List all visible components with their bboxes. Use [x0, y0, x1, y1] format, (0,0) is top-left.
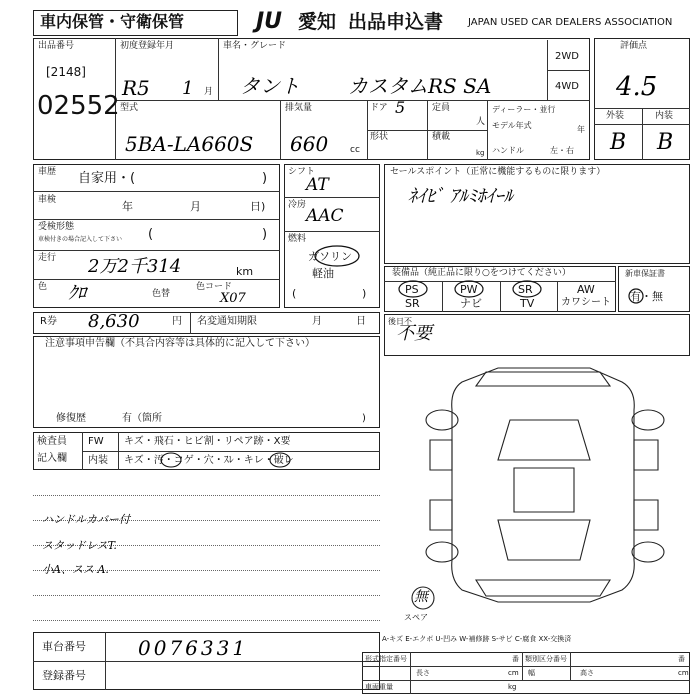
dealer-label: ディーラー・並行 — [492, 105, 556, 114]
mileage-value: 2万2千314 — [88, 256, 182, 277]
notice-day: 日 — [356, 316, 366, 327]
inspection-month: 月 — [190, 200, 201, 213]
lot-number: 02552 — [37, 91, 120, 121]
car-diagram — [0, 0, 1, 1]
load-label: 積載 — [432, 132, 451, 142]
equip-tv: TV — [520, 297, 535, 310]
repair-value: 有（箇所 — [122, 413, 162, 424]
after-label: 後日不 — [388, 317, 412, 326]
car-name-label: 車名・グレード — [223, 41, 287, 51]
registration-number-label: 登録番号 — [42, 669, 86, 682]
equip-sr-top: SR — [518, 283, 533, 296]
note-line-2: スタッドレスT. — [42, 539, 117, 552]
ju-logo: JU — [256, 9, 283, 34]
inspector-label-1: 検査員 — [37, 436, 67, 447]
equip-navi: ナビ — [460, 297, 482, 310]
repair-label: 修復歴 — [56, 413, 86, 424]
mileage-unit: km — [236, 265, 254, 278]
reception-close: ) — [262, 227, 268, 242]
doors-value: 5 — [395, 98, 406, 117]
fuel-label: 燃料 — [288, 234, 307, 244]
registration-month: 1 — [182, 78, 194, 99]
length-unit: cm — [508, 669, 519, 677]
mileage-label: 走行 — [38, 253, 57, 263]
color-value: ｸﾛ — [68, 283, 86, 304]
height-unit: cm — [678, 669, 689, 677]
recycle-label: R券 — [40, 316, 57, 327]
displacement-unit: cc — [350, 145, 360, 155]
sales-point-label: セールスポイント（正常に機能するものに限ります） — [390, 167, 606, 177]
history-label: 車歴 — [38, 167, 57, 177]
category-label: 類別区分番号 — [525, 655, 567, 663]
ac-value: AAC — [306, 206, 344, 226]
diagram-legend: A-キズ E-エクボ U-凹み W-補修跡 S-サビ C-腐食 XX-交換済 — [382, 635, 572, 643]
lot-sub: [2148] — [46, 65, 86, 79]
model-year-unit: 年 — [577, 125, 585, 134]
warranty-label: 新車保証書 — [625, 269, 665, 278]
color-label: 色 — [38, 282, 48, 292]
registration-label: 初度登録年月 — [120, 41, 175, 51]
spare-label: スペア — [404, 613, 428, 622]
interior-grade: B — [657, 130, 674, 155]
model-code: 5BA-LA660S — [125, 132, 254, 156]
recycle-unit: 円 — [172, 316, 182, 327]
inspection-label: 車検 — [38, 195, 57, 205]
load-unit: kg — [476, 149, 485, 157]
equip-sr: SR — [405, 297, 420, 310]
note-line-3: 小A、スス A. — [42, 563, 109, 576]
reception-open: ( — [148, 227, 154, 242]
equipment-label: 装備品（純正品に限り○をつけてください） — [392, 268, 571, 278]
inspector-fw: FW — [88, 436, 104, 447]
chassis-label: 車台番号 — [42, 640, 86, 653]
history-value: 自家用・( — [78, 171, 136, 186]
inspector-interior-text: キズ・汚・コゲ・穴・ｽﾚ・キレ・破レ — [124, 455, 294, 466]
width-label: 幅 — [528, 669, 535, 677]
exterior-label: 外装 — [606, 111, 625, 121]
after-value: 不要 — [396, 323, 432, 344]
notes-label: 注意事項申告欄（不具合内容等は具体的に記入して下さい） — [45, 338, 315, 349]
equip-aw: AW — [577, 283, 595, 296]
color-change-label: 色替 — [152, 289, 171, 299]
category-unit: 番 — [678, 655, 685, 663]
model-spec-unit: 番 — [512, 655, 519, 663]
handle-options: 左・右 — [550, 146, 574, 155]
spare-mark: 無 — [414, 589, 428, 605]
model-spec-label: 形式指定番号 — [365, 655, 407, 663]
car-grade: カスタムRS SA — [348, 74, 492, 98]
model-year-label: モデル年式 — [492, 121, 532, 130]
fuel-close: ) — [362, 287, 367, 300]
length-label: 長さ — [416, 669, 430, 677]
reception-label: 受検形態 — [38, 222, 75, 232]
capacity-label: 定員 — [432, 103, 451, 113]
interior-label: 内装 — [655, 111, 674, 121]
displacement-label: 排気量 — [285, 103, 313, 113]
warranty-options: 有・無 — [630, 290, 663, 303]
fuel-gasoline: ガソリン — [308, 250, 352, 263]
reception-sub: 車検付きの場合記入して下さい — [38, 236, 123, 243]
sales-point-block — [384, 164, 690, 264]
car-name: タント — [240, 74, 300, 98]
model-label: 型式 — [120, 103, 139, 113]
weight-label: 車両重量 — [365, 683, 393, 691]
association-name: 愛知 — [298, 11, 337, 33]
sales-point-text: ﾈｲﾋﾞ ｱﾙﾐﾎｲｰﾙ — [408, 186, 513, 207]
inspector-interior: 内装 — [88, 455, 108, 466]
registration-month-unit: 月 — [204, 87, 214, 97]
fuel-open: ( — [292, 287, 297, 300]
history-close: ) — [262, 171, 268, 186]
shift-value: AT — [306, 175, 329, 195]
grade-label: 評価点 — [620, 41, 648, 51]
equip-pw: PW — [460, 283, 478, 296]
drive-4wd: 4WD — [555, 81, 579, 92]
grade-score: 4.5 — [616, 72, 658, 102]
inspector-fw-text: キズ・飛石・ヒビ割・リペア跡・X要 — [124, 436, 291, 447]
shift-label: シフト — [288, 167, 316, 177]
inspection-year: 年 — [122, 200, 133, 213]
ac-label: 冷房 — [288, 200, 307, 210]
chassis-number: 0076331 — [138, 636, 249, 660]
inspection-day: 日) — [250, 200, 266, 213]
repair-close: ) — [362, 413, 366, 424]
weight-unit: kg — [508, 683, 517, 691]
capacity-unit: 人 — [476, 117, 486, 127]
inspector-label-2: 記入欄 — [37, 453, 67, 464]
equip-ps: PS — [405, 283, 419, 296]
registration-era: R5 — [122, 76, 150, 100]
color-code-label: 色コード — [196, 282, 233, 292]
shape-label: 形状 — [370, 132, 389, 142]
color-code-value: X07 — [220, 291, 246, 306]
note-line-1: ハンドルカバー付 — [42, 513, 130, 526]
handle-label: ハンドル — [492, 146, 524, 155]
height-label: 高さ — [580, 669, 594, 677]
lot-label: 出品番号 — [38, 41, 75, 51]
equip-leather: カワシート — [561, 297, 611, 308]
drive-2wd: 2WD — [555, 51, 579, 62]
storage-label: 車内保管・守衛保管 — [40, 12, 185, 31]
doors-label: ドア — [370, 103, 388, 113]
notice-month: 月 — [312, 316, 322, 327]
recycle-value: 8,630 — [88, 311, 140, 332]
form-title: 出品申込書 — [348, 11, 444, 33]
displacement-value: 660 — [290, 132, 329, 156]
fuel-diesel: 軽油 — [312, 267, 334, 280]
exterior-grade: B — [610, 130, 627, 155]
notice-label: 名変通知期限 — [197, 316, 257, 327]
association-english: JAPAN USED CAR DEALERS ASSOCIATION — [468, 17, 673, 28]
